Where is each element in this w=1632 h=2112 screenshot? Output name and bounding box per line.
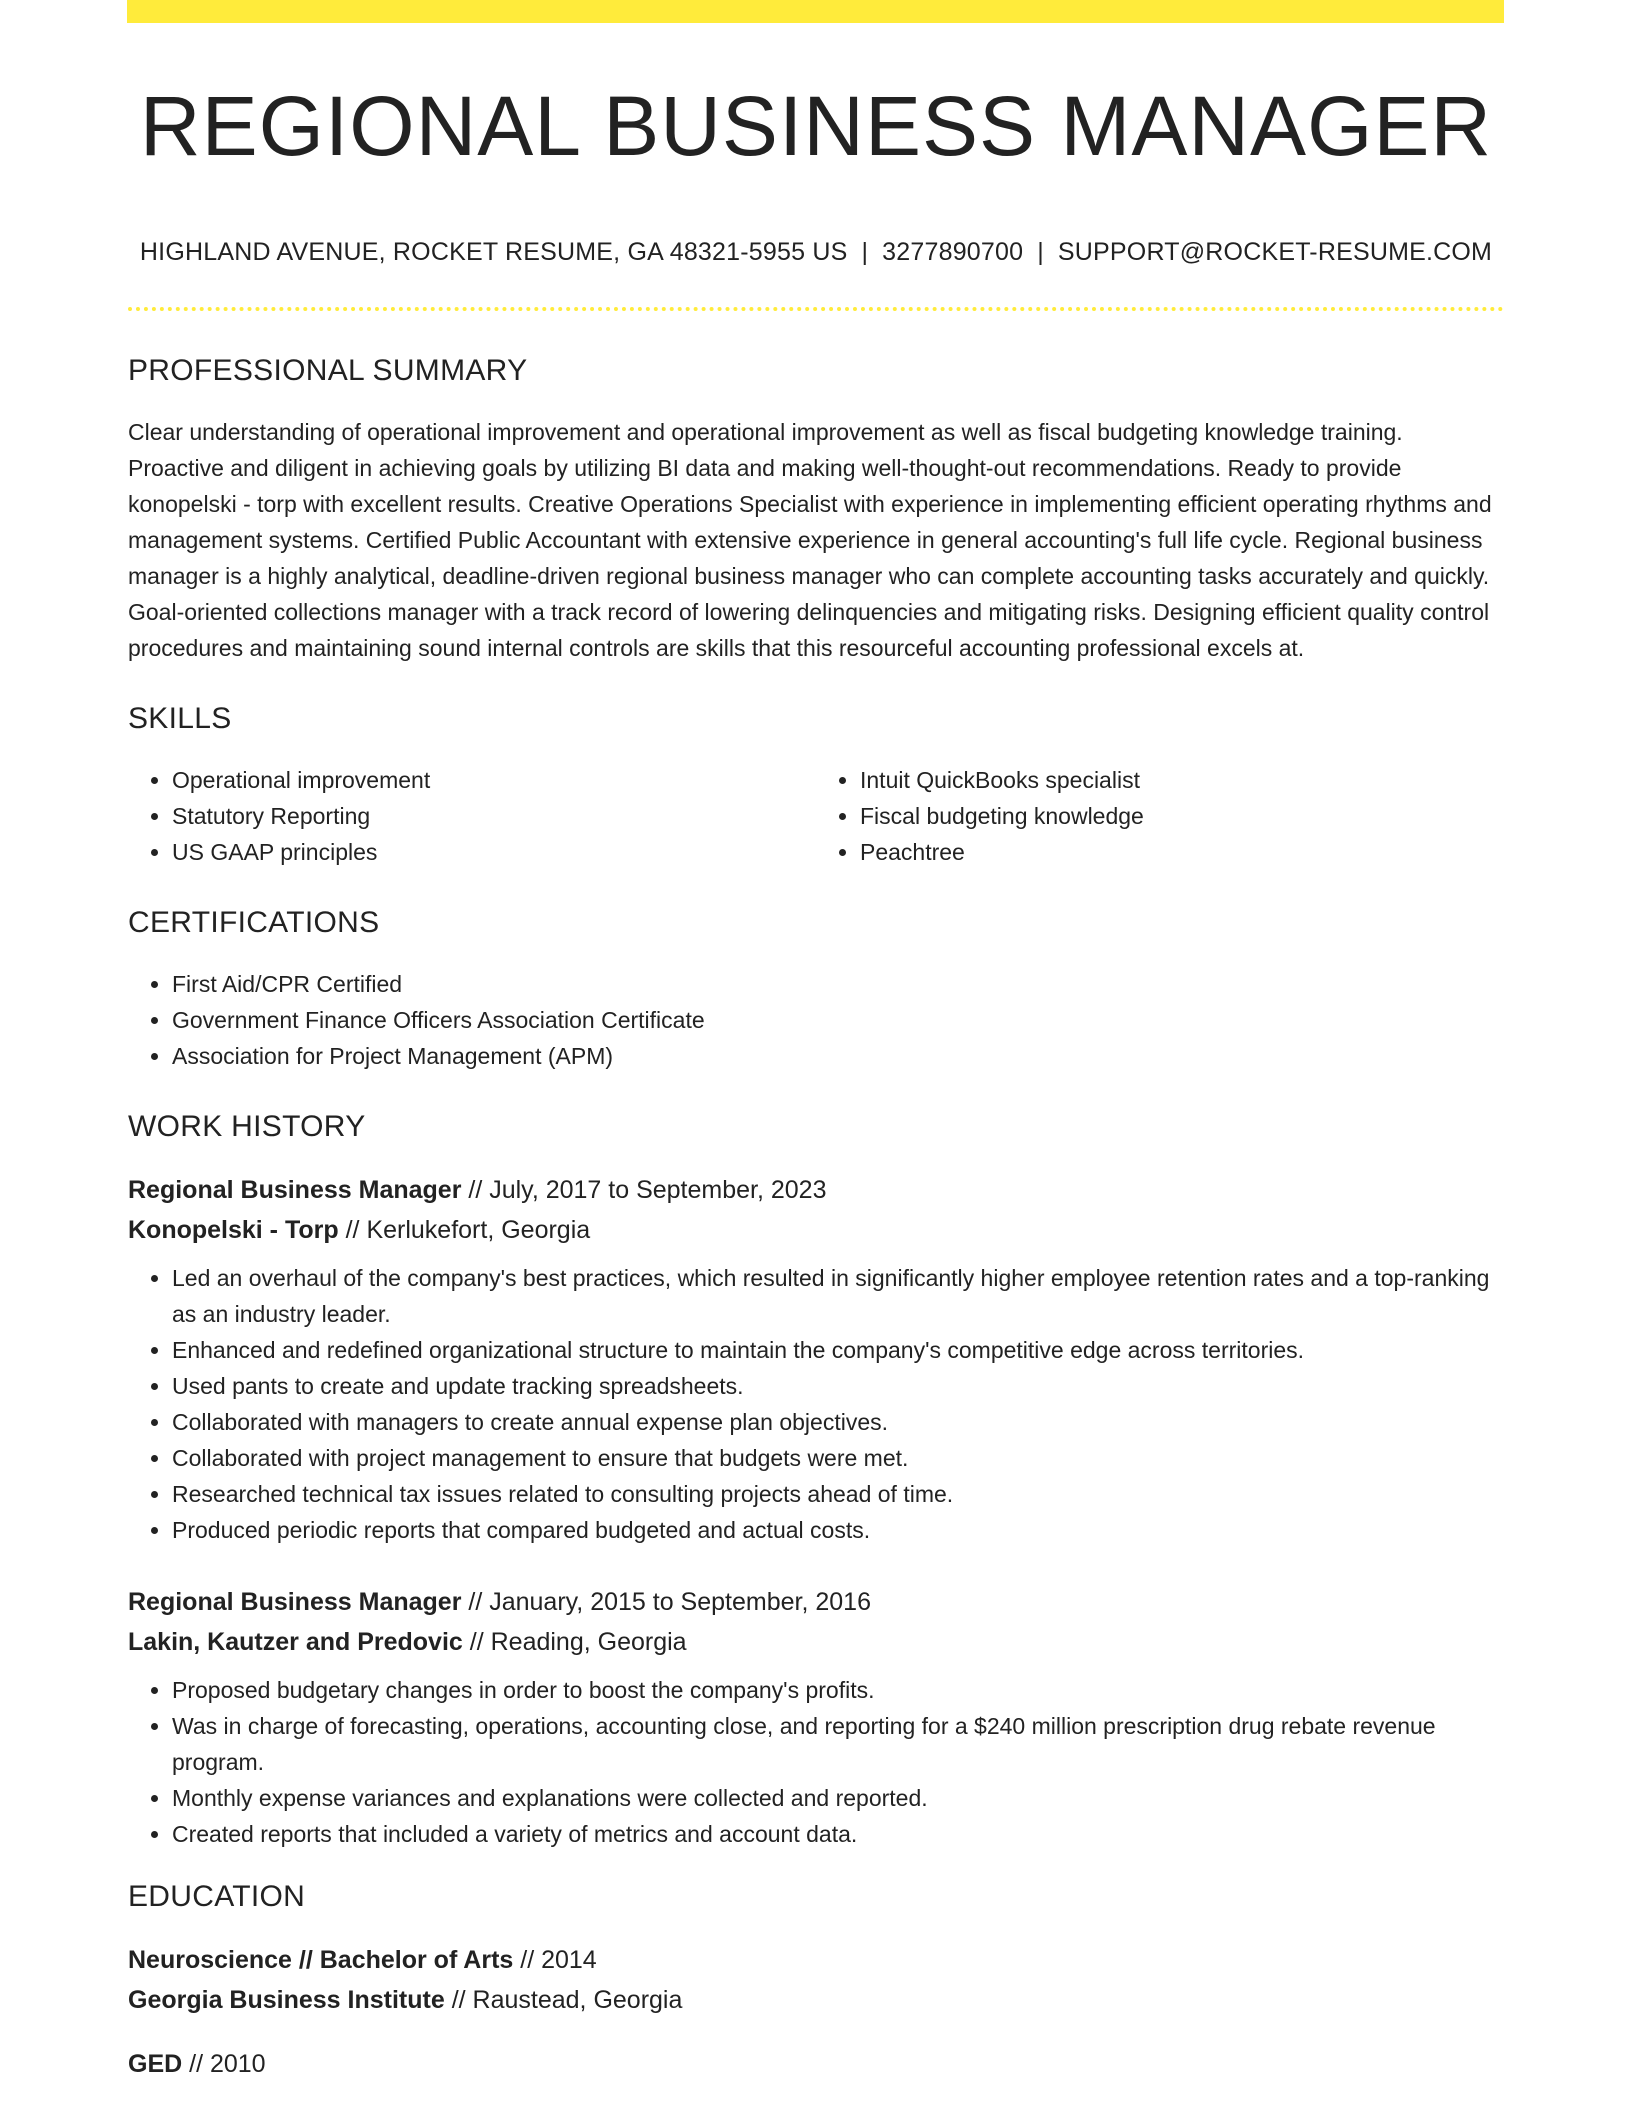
job-bullet: • Produced periodic reports that compared budgeted and actual costs. <box>172 1512 1504 1548</box>
education-section <box>128 1880 1504 2084</box>
education-year: // 2014 <box>513 1946 597 1974</box>
job-company-line <box>128 1210 1504 1250</box>
contact-email: SUPPORT@ROCKET-RESUME.COM <box>1057 238 1493 266</box>
certifications-heading: CERTIFICATIONS <box>128 906 380 939</box>
job-dates: // July, 2017 to September, 2023 <box>461 1176 827 1204</box>
job-bullet: • Used pants to create and update tracking spreadsheets. <box>172 1368 1504 1404</box>
skill-item: • Statutory Reporting <box>172 798 816 834</box>
education-school-line <box>128 1980 1504 2020</box>
job-bullets <box>128 1672 1504 1852</box>
skills-heading: SKILLS <box>128 702 232 735</box>
contact-separator: | <box>861 238 869 266</box>
job-bullet: • Collaborated with project management to ensure that budgets were met. <box>172 1440 1504 1476</box>
job-bullet: • Monthly expense variances and explanations were collected and reported. <box>172 1780 1504 1816</box>
skill-item: • Fiscal budgeting knowledge <box>860 798 1504 834</box>
work-history-section <box>128 1110 1504 1852</box>
education-school: Georgia Business Institute <box>128 1986 445 2014</box>
summary-text: Clear understanding of operational improvement and operational improvement as well as fiscal budgeting knowledge training. Proactive and diligent in achieving goals by utilizing BI data and making well-thought-out recommendations. Ready to provide konopelski - torp with excellent results. Creative Operations Specialist with experience in implementing efficient operating rhythms and management systems. Certified Public Accountant with extensive experience in general accounting's full life cycle. Regional business manager is a highly analytical, deadline-driven regional business manager who can complete accounting tasks accurately and quickly. Goal-oriented collections manager with a track record of lowering delinquencies and mitigating risks. Designing efficient quality control procedures and maintaining sound internal controls are skills that this resourceful accounting professional excels at. <box>128 419 1492 661</box>
job-bullet: • Led an overhaul of the company's best practices, which resulted in significantly higher employee retention rates and a top-ranking as an industry leader. <box>172 1260 1504 1332</box>
job-title: Regional Business Manager <box>128 1588 462 1616</box>
certification-item: • Association for Project Management (APM) <box>172 1038 1504 1074</box>
job-bullet: • Was in charge of forecasting, operations, accounting close, and reporting for a $240 million prescription drug rebate revenue program. <box>172 1708 1504 1780</box>
certifications-section <box>128 906 1504 1074</box>
resume-body <box>128 354 1504 2108</box>
job-entry <box>128 1170 1504 1548</box>
job-bullet: • Researched technical tax issues related to consulting projects ahead of time. <box>172 1476 1504 1512</box>
job-bullets <box>128 1260 1504 1548</box>
skills-list-right <box>816 762 1504 870</box>
job-location: // Reading, Georgia <box>462 1628 687 1656</box>
skill-item: • US GAAP principles <box>172 834 816 870</box>
certification-item: • Government Finance Officers Association Certificate <box>172 1002 1504 1038</box>
certifications-list <box>128 966 1504 1074</box>
skill-item: • Intuit QuickBooks specialist <box>860 762 1504 798</box>
education-heading: EDUCATION <box>128 1880 306 1913</box>
summary-heading: PROFESSIONAL SUMMARY <box>128 354 528 387</box>
job-bullet: • Proposed budgetary changes in order to boost the company's profits. <box>172 1672 1504 1708</box>
summary-section <box>128 354 1504 666</box>
certification-item: • First Aid/CPR Certified <box>172 966 1504 1002</box>
job-title-line <box>128 1170 1504 1210</box>
skills-columns <box>128 762 1504 870</box>
job-company: Lakin, Kautzer and Predovic <box>128 1628 463 1656</box>
contact-line <box>128 238 1504 267</box>
education-degree-line <box>128 1940 1504 1980</box>
job-location: // Kerlukefort, Georgia <box>338 1216 591 1244</box>
job-dates: // January, 2015 to September, 2016 <box>461 1588 871 1616</box>
header-divider <box>128 307 1504 311</box>
skill-item: • Operational improvement <box>172 762 816 798</box>
contact-separator: | <box>1037 238 1044 266</box>
skills-list-left <box>128 762 816 870</box>
education-degree: Neuroscience // Bachelor of Arts <box>128 1946 514 1974</box>
education-degree: GED <box>128 2050 183 2078</box>
job-title: Regional Business Manager <box>128 1176 462 1204</box>
job-company-line <box>128 1622 1504 1662</box>
skill-item: • Peachtree <box>860 834 1504 870</box>
job-company: Konopelski - Torp <box>128 1216 339 1244</box>
education-degree-line <box>128 2044 1504 2084</box>
education-entry <box>128 2044 1504 2084</box>
contact-address: HIGHLAND AVENUE, ROCKET RESUME, GA 48321-5955 US <box>139 238 848 266</box>
job-bullet: • Enhanced and redefined organizational structure to maintain the company's competitive edge across territories. <box>172 1332 1504 1368</box>
job-bullet: • Created reports that included a variety of metrics and account data. <box>172 1816 1504 1852</box>
work-history-heading: WORK HISTORY <box>128 1110 366 1143</box>
job-title-line <box>128 1582 1504 1622</box>
contact-phone: 3277890700 <box>882 238 1024 266</box>
skills-section <box>128 702 1504 870</box>
job-bullet: • Collaborated with managers to create annual expense plan objectives. <box>172 1404 1504 1440</box>
resume-title: REGIONAL BUSINESS MANAGER <box>139 79 1493 173</box>
top-accent-bar <box>127 0 1504 23</box>
job-entry <box>128 1582 1504 1852</box>
education-location: // Raustead, Georgia <box>444 1986 683 2014</box>
education-year: // 2010 <box>182 2050 266 2078</box>
education-entry <box>128 1940 1504 2020</box>
